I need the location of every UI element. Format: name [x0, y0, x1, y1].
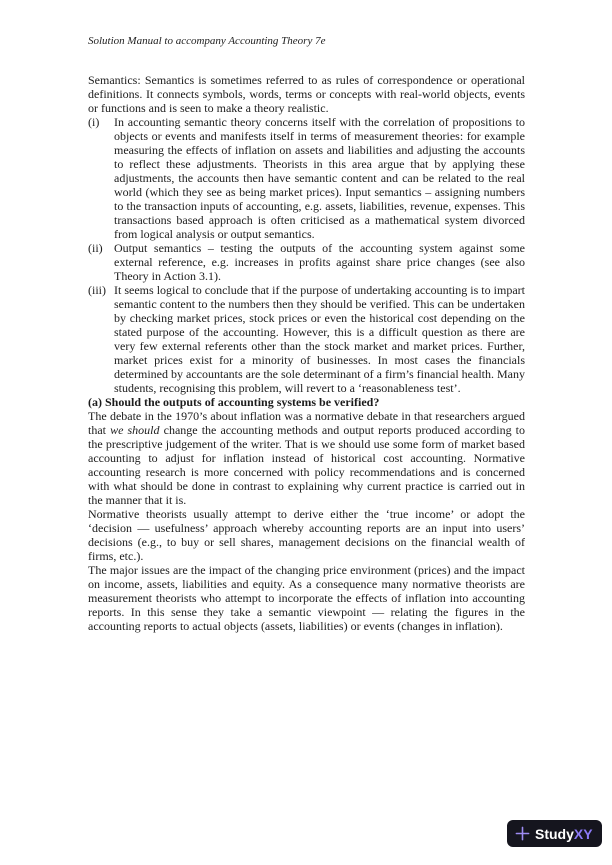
normative-paragraph: Normative theorists usually attempt to derive either the ‘true income’ or adopt the ‘decision — usefulness’ approach whereby accounting reports are an input into users’ decisions (e.g., to buy or sell shares, management decisions on the financial wealth of firms, etc.). [88, 507, 525, 563]
list-marker: (ii) [88, 241, 103, 255]
roman-list [88, 115, 525, 395]
document-body [88, 73, 525, 633]
debate-text-after: change the accounting methods and output reports produced according to the prescriptive judgement of the writer. That is we should use some form of market based accounting to adjust for inflation instead of historical cost accounting. Normative accounting research is more concerned with policy recommendations and is concerned with what should be done in contrast to explaining why current practice is carried out in the manner that it is. [88, 423, 525, 507]
list-item-text: It seems logical to conclude that if the purpose of undertaking accounting is to impart semantic content to the numbers then they should be verified. This can be undertaken by checking market prices, stock prices or even the historical cost depending on the stated purpose of the accounting. However, this is a difficult question as there are very few external referents other than the stock market and market prices. Further, market prices exist for a minority of businesses. In most cases the financials determined by accountants are the sole determinant of a firm’s financial health. Many students, recognising this problem, will revert to a ‘reasonableness test’. [114, 283, 525, 395]
studyxy-watermark [507, 820, 602, 847]
debate-emphasis: we should [110, 423, 160, 437]
running-header: Solution Manual to accompany Accounting Theory 7e [88, 35, 326, 47]
brand-study: Study [535, 825, 574, 842]
debate-text-before: The debate in the 1970’s about inflation was a normative debate in that researchers argued that [88, 409, 525, 437]
section-heading-a: (a) Should the outputs of accounting systems be verified? [88, 395, 380, 409]
list-item-ii [88, 241, 525, 283]
intro-paragraph: Semantics: Semantics is sometimes referred to as rules of correspondence or operational definitions. It connects symbols, words, terms or concepts with real-world objects, events or functions and is seen to make a theory realistic. [88, 73, 525, 115]
list-item-iii [88, 283, 525, 395]
major-issues-paragraph: The major issues are the impact of the changing price environment (prices) and the impact on income, assets, liabilities and equity. As a consequence many normative theorists are measurement theorists who attempt to incorporate the effects of inflation into accounting reports. In this sense they take a semantic viewpoint — relating the figures in the accounting reports to actual objects (assets, liabilities) or events (changes in inflation). [88, 563, 525, 633]
debate-paragraph [88, 409, 525, 507]
list-marker: (i) [88, 115, 100, 129]
list-marker: (iii) [88, 283, 106, 297]
brand-xy: XY [573, 825, 593, 842]
brand-study-xy [535, 826, 593, 842]
plus-icon [515, 826, 530, 841]
list-item-text: Output semantics – testing the outputs of the accounting system against some external reference, e.g. increases in profits against share price changes (see also Theory in Action 3.1). [114, 241, 525, 283]
list-item-text: In accounting semantic theory concerns itself with the correlation of propositions to objects or events and manifests itself in terms of measurement theories: for example measuring the effects of inflation on assets and liabilities and adjusting the accounts to reflect these adjustments. Theorists in this area argue that by applying these adjustments, the accounts then have semantic content and can be related to the real world (which they see as being market prices). Input semantics – assigning numbers to the transaction inputs of accounting, e.g. assets, liabilities, revenue, expenses. This transactions based approach is often criticised as a mathematical system divorced from logical analysis or output semantics. [114, 115, 525, 241]
list-item-i [88, 115, 525, 241]
